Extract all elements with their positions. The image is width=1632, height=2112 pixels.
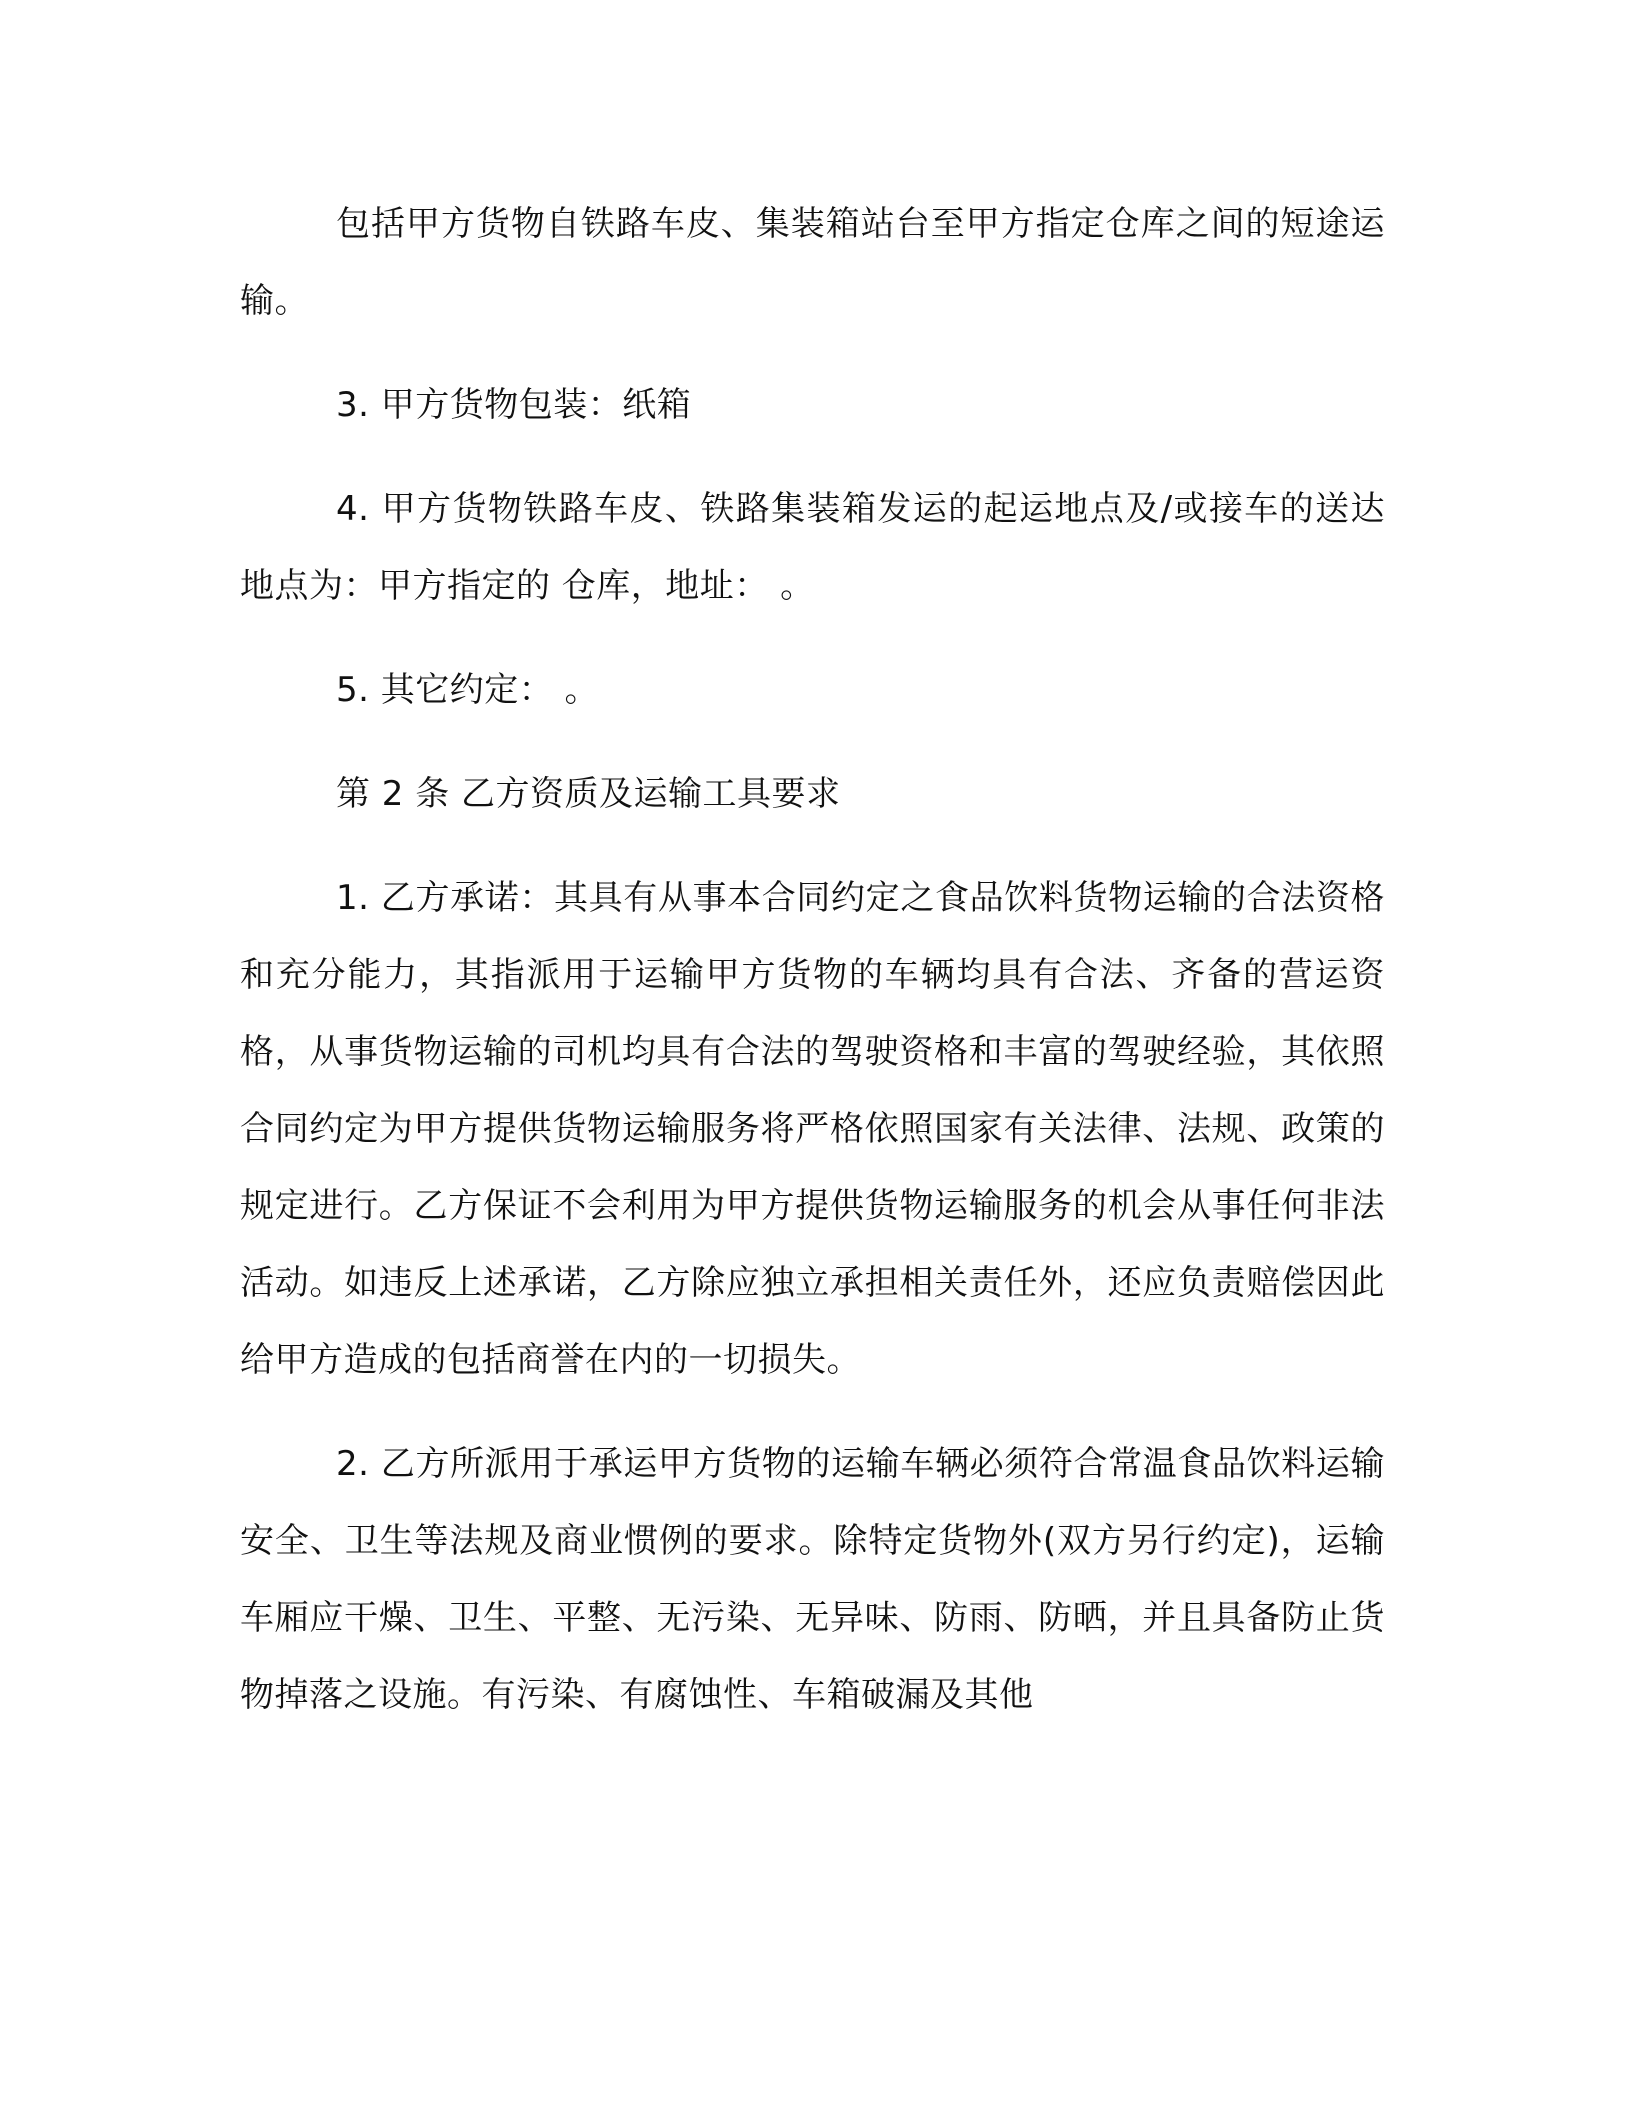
- section-heading-article-2: 第 2 条 乙方资质及运输工具要求: [336, 774, 841, 814]
- paragraph-delivery-location: 4. 甲方货物铁路车皮、铁路集装箱发运的起运地点及/或接车的送达地点为：甲方指定的 仓库，地址： 。: [240, 489, 1385, 606]
- paragraph-qualification-commitment: 1. 乙方承诺：其具有从事本合同约定之食品饮料货物运输的合法资格和充分能力，其指派用于运输甲方货物的车辆均具有合法、齐备的营运资格，从事货物运输的司机均具有合法的驾驶资格和丰富的驾驶经验，其依照合同约定为甲方提供货物运输服务将严格依照国家有关法律、法规、政策的规定进行。乙方保证不会利用为甲方提供货物运输服务的机会从事任何非法活动。如违反上述承诺，乙方除应独立承担相关责任外，还应负责赔偿因此给甲方造成的包括商誉在内的一切损失。: [240, 878, 1385, 1380]
- document-body: [240, 186, 1385, 1734]
- paragraph-vehicle-requirements: 2. 乙方所派用于承运甲方货物的运输车辆必须符合常温食品饮料运输安全、卫生等法规及商业惯例的要求。除特定货物外(双方另行约定)，运输车厢应干燥、卫生、平整、无污染、无异味、防雨、防晒，并且具备防止货物掉落之设施。有污染、有腐蚀性、车箱破漏及其他: [240, 1444, 1385, 1715]
- paragraph-transport-scope: 包括甲方货物自铁路车皮、集装箱站台至甲方指定仓库之间的短途运输。: [240, 204, 1385, 321]
- paragraph-packaging: 3. 甲方货物包装：纸箱: [336, 385, 692, 425]
- paragraph-other-agreements: 5. 其它约定： 。: [336, 670, 600, 710]
